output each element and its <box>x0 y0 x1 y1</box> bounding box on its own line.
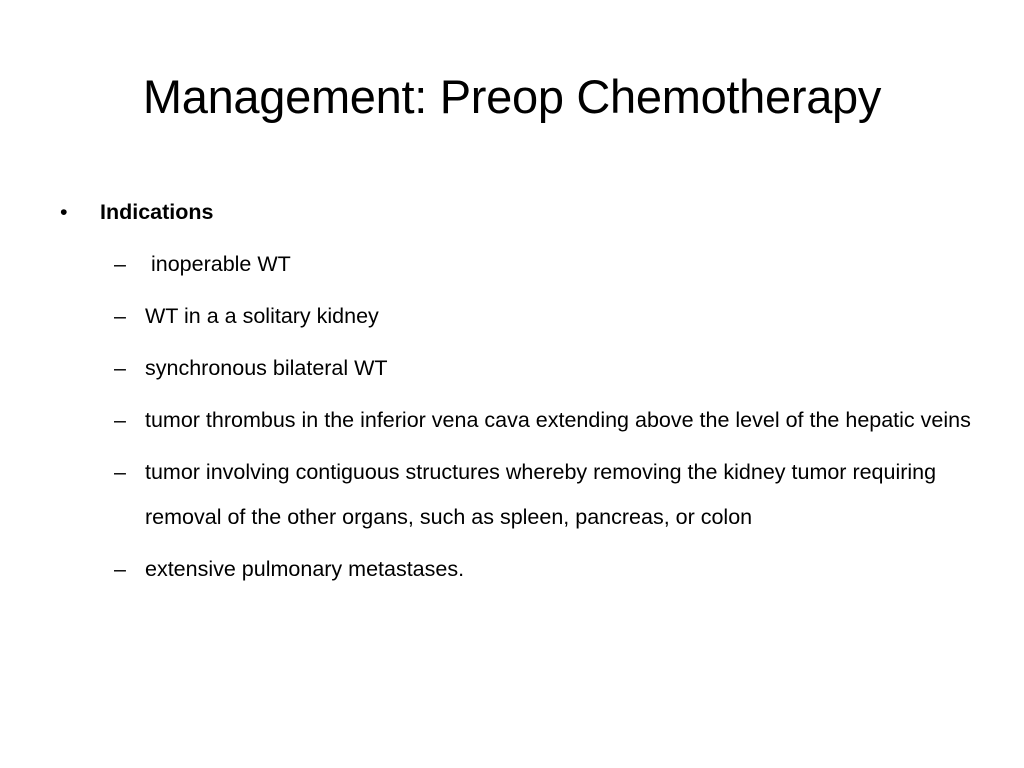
bullet-indications <box>56 190 976 235</box>
dash-icon: – <box>114 557 126 581</box>
dash-icon: – <box>114 252 126 276</box>
list-item-text: tumor involving contiguous structures whereby removing the kidney tumor requiring removal of the other organs, such as spleen, pancreas, or colon <box>145 460 937 529</box>
dash-icon: – <box>114 460 126 484</box>
dash-icon: – <box>114 304 126 328</box>
bullet-label: Indications <box>100 200 214 224</box>
list-item <box>56 450 976 540</box>
list-item <box>56 398 976 443</box>
slide-title: Management: Preop Chemotherapy <box>142 70 882 123</box>
list-item <box>56 294 976 339</box>
list-item-text: extensive pulmonary metastases. <box>145 557 465 581</box>
list-item-text: WT in a a solitary kidney <box>145 304 379 328</box>
list-item <box>56 242 976 287</box>
list-item <box>56 346 976 391</box>
bullet-dot-icon: • <box>60 200 68 224</box>
list-item <box>56 547 976 592</box>
indications-list <box>56 242 976 592</box>
list-item-text: tumor thrombus in the inferior vena cava extending above the level of the hepatic veins <box>145 408 971 432</box>
dash-icon: – <box>114 408 126 432</box>
slide-content <box>56 190 976 599</box>
dash-icon: – <box>114 356 126 380</box>
list-item-text: synchronous bilateral WT <box>145 356 388 380</box>
list-item-text: inoperable WT <box>145 252 291 276</box>
